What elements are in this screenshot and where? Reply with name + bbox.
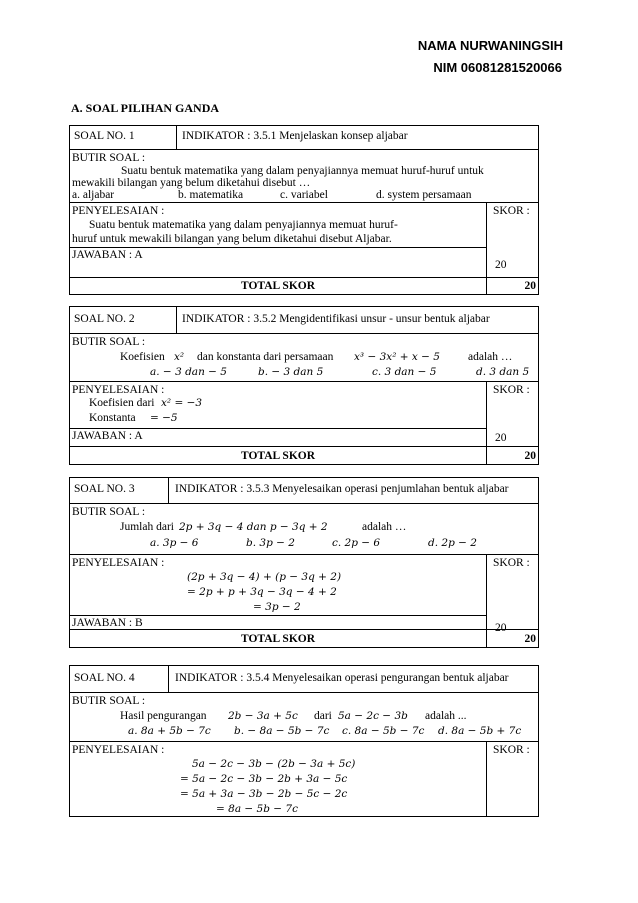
skor-label: SKOR : [493,744,530,756]
question-card-2 [69,306,539,465]
question-text: Jumlah dari [120,521,174,533]
butir-label: BUTIR SOAL : [72,336,146,348]
total-value: 20 [524,450,536,462]
option-c: c. variabel [280,189,328,201]
question-text: mewakili bilangan yang belum diketahui disebut … [72,177,311,189]
indicator: INDIKATOR : 3.5.2 Mengidentifikasi unsur - unsur bentuk aljabar [182,313,490,325]
answer: JAWABAN : A [72,430,143,442]
solution-line: Suatu bentuk matematika yang dalam penyajiannya memuat huruf- [89,219,398,231]
option-b: b. 3p − 2 [246,537,295,549]
option-d: d. 8a − 5b + 7c [438,725,522,737]
section-title: A. SOAL PILIHAN GANDA [71,101,220,115]
option-a: a. 3p − 6 [150,537,199,549]
option-d: d. system persamaan [376,189,472,201]
total-label: TOTAL SKOR [240,280,316,292]
butir-label: BUTIR SOAL : [72,695,146,707]
question-text: adalah … [468,351,513,363]
solution-line: (2p + 3q − 4) + (p − 3q + 2) [187,571,342,583]
header-name: NAMA NURWANINGSIH [417,38,563,53]
option-b: b. matematika [178,189,244,201]
skor-label: SKOR : [493,384,530,396]
question-math: 5a − 2c − 3b [338,710,408,722]
penyelesaian-label: PENYELESAIAN : [72,744,165,756]
question-number: SOAL NO. 4 [74,672,135,684]
skor-value: 20 [495,622,507,634]
skor-value: 20 [495,259,507,271]
question-card-1 [69,125,539,295]
header-nim: NIM 06081281520066 [433,60,562,75]
butir-label: BUTIR SOAL : [72,152,146,164]
skor-label: SKOR : [493,205,530,217]
solution-line: huruf untuk mewakili bilangan yang belum diketahui disebut Aljabar. [72,233,392,245]
question-text: dari [314,710,332,722]
solution-line: = 3p − 2 [253,601,301,613]
solution-line: = 5a + 3a − 3b − 2b − 5c − 2c [180,788,348,800]
indicator: INDIKATOR : 3.5.4 Menyelesaikan operasi pengurangan bentuk aljabar [175,672,509,684]
question-text: adalah ... [425,710,467,722]
answer: JAWABAN : B [72,617,143,629]
penyelesaian-label: PENYELESAIAN : [72,384,165,396]
solution-math: = −5 [150,412,178,424]
question-card-3 [69,477,539,648]
solution-line: Koefisien dari [89,397,155,409]
indicator: INDIKATOR : 3.5.1 Menjelaskan konsep aljabar [182,130,408,142]
question-number: SOAL NO. 1 [74,130,135,142]
solution-line: Konstanta [89,412,136,424]
skor-label: SKOR : [493,557,530,569]
question-math: 2b − 3a + 5c [228,710,298,722]
butir-label: BUTIR SOAL : [72,506,146,518]
question-text: Suatu bentuk matematika yang dalam penyajiannya memuat huruf-huruf untuk [121,165,484,177]
solution-math: x² = −3 [161,397,203,409]
question-number: SOAL NO. 3 [74,483,135,495]
indicator: INDIKATOR : 3.5.3 Menyelesaikan operasi penjumlahan bentuk aljabar [175,483,509,495]
question-text: dan konstanta dari persamaan [197,351,334,363]
option-b: b. − 3 dan 5 [258,366,324,378]
solution-line: = 2p + p + 3q − 3q − 4 + 2 [187,586,337,598]
total-value: 20 [524,280,536,292]
option-b: b. − 8a − 5b − 7c [234,725,330,737]
question-card-4 [69,665,539,817]
total-label: TOTAL SKOR [240,450,316,462]
total-value: 20 [524,633,536,645]
question-text: Koefisien [120,351,165,363]
solution-line: 5a − 2c − 3b − (2b − 3a + 5c) [192,758,356,770]
question-number: SOAL NO. 2 [74,313,135,325]
answer: JAWABAN : A [72,249,143,261]
solution-line: = 5a − 2c − 3b − 2b + 3a − 5c [180,773,348,785]
question-math: 2p + 3q − 4 dan p − 3q + 2 [179,521,328,533]
question-math: x³ − 3x² + x − 5 [354,351,440,363]
option-d: d. 2p − 2 [428,537,477,549]
total-label: TOTAL SKOR [240,633,316,645]
option-d: d. 3 dan 5 [476,366,530,378]
penyelesaian-label: PENYELESAIAN : [72,205,165,217]
question-math: x² [174,351,185,363]
skor-value: 20 [495,432,507,444]
solution-line: = 8a − 5b − 7c [216,803,298,815]
option-a: a. aljabar [72,189,115,201]
option-c: c. 8a − 5b − 7c [342,725,425,737]
penyelesaian-label: PENYELESAIAN : [72,557,165,569]
option-a: a. − 3 dan − 5 [150,366,227,378]
option-a: a. 8a + 5b − 7c [128,725,211,737]
question-text: Hasil pengurangan [120,710,207,722]
question-text: adalah … [362,521,407,533]
option-c: c. 2p − 6 [332,537,381,549]
option-c: c. 3 dan − 5 [372,366,437,378]
